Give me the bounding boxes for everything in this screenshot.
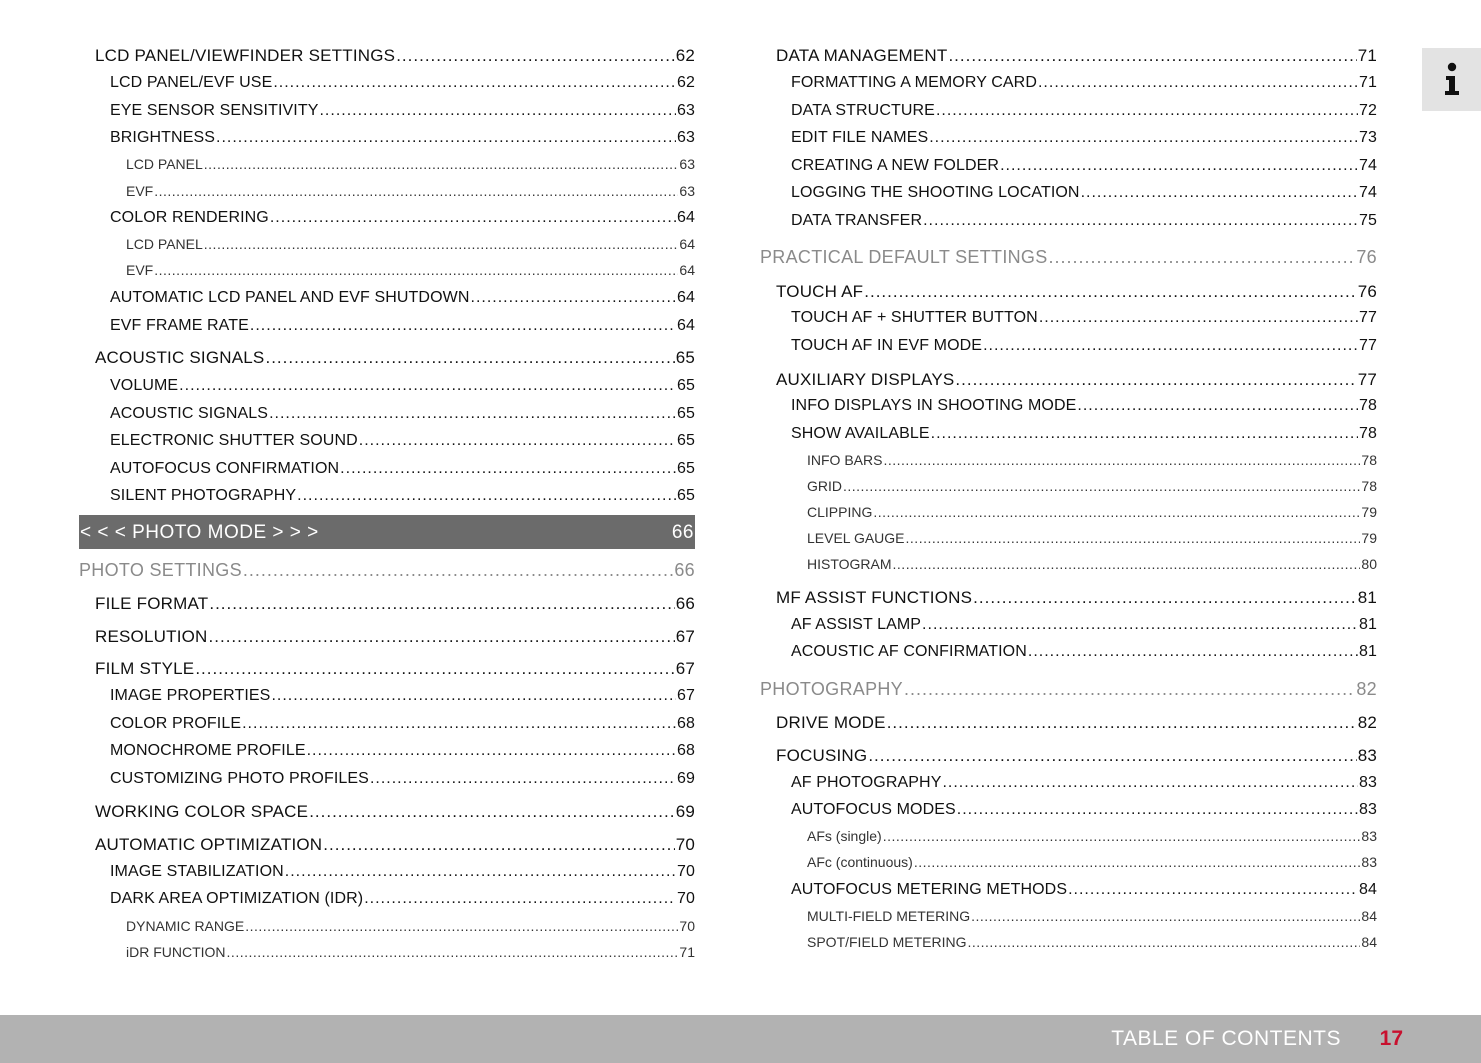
dot-leader — [843, 479, 1360, 493]
toc-entry[interactable] — [760, 75, 1377, 91]
toc-entry-label: FILM STYLE — [95, 659, 195, 678]
toc-entry-label: EYE SENSOR SENSITIVITY — [110, 102, 319, 119]
toc-entry[interactable] — [79, 433, 695, 449]
dot-leader — [955, 371, 1356, 388]
toc-entry-label: AFc (continuous) — [807, 854, 913, 870]
toc-entry-page: 67 — [675, 627, 695, 646]
toc-entry-label: LCD PANEL — [126, 236, 203, 252]
toc-entry-page: 81 — [1357, 588, 1377, 607]
toc-entry[interactable] — [79, 919, 695, 933]
toc-entry[interactable] — [760, 617, 1377, 633]
dot-leader — [179, 378, 676, 394]
toc-entry-page: 83 — [1361, 854, 1377, 870]
toc-entry-page: 70 — [677, 890, 695, 907]
toc-entry[interactable] — [760, 47, 1377, 64]
dot-leader — [209, 628, 675, 645]
toc-entry-page: 66 — [675, 594, 695, 613]
toc-entry[interactable] — [760, 158, 1377, 174]
toc-entry-label: MF ASSIST FUNCTIONS — [776, 588, 973, 607]
dot-leader — [396, 47, 674, 64]
toc-entry-page: 71 — [1357, 46, 1377, 65]
toc-entry-label: IMAGE PROPERTIES — [110, 687, 271, 704]
toc-entry-label: DATA TRANSFER — [791, 212, 923, 229]
toc-entry-label: < < < PHOTO MODE > > > — [80, 521, 319, 543]
toc-entry-label: FILE FORMAT — [95, 594, 209, 613]
toc-entry-page: 74 — [1359, 157, 1377, 174]
dot-leader — [1000, 158, 1358, 174]
toc-entry-page: 66 — [671, 521, 694, 543]
dot-leader — [904, 680, 1355, 698]
toc-entry-label: AUTOMATIC OPTIMIZATION — [95, 835, 323, 854]
dot-leader — [323, 836, 674, 853]
toc-entry-page: 78 — [1361, 478, 1377, 494]
dot-leader — [1081, 185, 1358, 201]
toc-entry[interactable] — [760, 714, 1377, 731]
toc-entry-label: CUSTOMIZING PHOTO PROFILES — [110, 770, 369, 787]
toc-entry[interactable] — [79, 47, 695, 64]
toc-entry-page: 65 — [677, 460, 695, 477]
toc-entry-label: AF PHOTOGRAPHY — [791, 774, 942, 791]
dot-leader — [893, 557, 1361, 571]
toc-entry[interactable] — [79, 406, 695, 422]
toc-entry-page: 67 — [677, 687, 695, 704]
toc-entry[interactable] — [760, 505, 1377, 519]
toc-entry[interactable] — [79, 595, 695, 612]
dot-leader — [883, 453, 1360, 467]
dot-leader — [285, 864, 676, 880]
toc-entry[interactable] — [79, 237, 695, 251]
dot-leader — [868, 747, 1356, 764]
dot-leader — [340, 461, 676, 477]
toc-entry[interactable] — [760, 479, 1377, 493]
toc-entry-page: 77 — [1357, 370, 1377, 389]
toc-entry[interactable] — [760, 426, 1377, 442]
toc-entry-page: 64 — [677, 289, 695, 306]
dot-leader — [245, 919, 678, 933]
toc-entry[interactable] — [760, 680, 1377, 698]
toc-entry-label: DARK AREA OPTIMIZATION (IDR) — [110, 890, 364, 907]
dot-leader — [216, 130, 676, 146]
toc-entry-page: 70 — [675, 835, 695, 854]
toc-entry[interactable] — [79, 561, 695, 579]
toc-entry-page: 83 — [1361, 828, 1377, 844]
toc-entry-page: 79 — [1361, 504, 1377, 520]
toc-entry-page: 83 — [1357, 746, 1377, 765]
toc-entry-page: 72 — [1359, 102, 1377, 119]
toc-entry[interactable] — [760, 775, 1377, 791]
dot-leader — [154, 184, 678, 198]
toc-entry-label: ACOUSTIC AF CONFIRMATION — [791, 643, 1027, 660]
toc-entry-label: ACOUSTIC SIGNALS — [110, 405, 269, 422]
toc-entry-page: 71 — [1359, 74, 1377, 91]
toc-entry-label: COLOR PROFILE — [110, 715, 242, 732]
page-number: 17 — [1379, 1027, 1403, 1050]
dot-leader — [923, 213, 1358, 229]
toc-entry-label: LOGGING THE SHOOTING LOCATION — [791, 184, 1080, 201]
toc-entry[interactable] — [79, 803, 695, 820]
toc-entry-page: 81 — [1359, 643, 1377, 660]
toc-entry-label: DATA MANAGEMENT — [776, 46, 948, 65]
toc-entry-label: EVF — [126, 262, 154, 278]
dot-leader — [227, 945, 679, 959]
toc-entry-page: 73 — [1359, 129, 1377, 146]
toc-entry-label: EVF FRAME RATE — [110, 317, 249, 334]
toc-entry-label: TOUCH AF — [776, 282, 864, 301]
toc-entry-page: 77 — [1359, 337, 1377, 354]
dot-leader — [309, 803, 675, 820]
toc-entry[interactable] — [79, 628, 695, 645]
toc-entry-label: CLIPPING — [807, 504, 873, 520]
toc-entry-label: TOUCH AF + SHUTTER BUTTON — [791, 309, 1038, 326]
toc-entry-label: VOLUME — [110, 377, 179, 394]
toc-entry[interactable] — [760, 644, 1377, 660]
toc-entry[interactable] — [79, 318, 695, 334]
toc-entry[interactable] — [760, 802, 1377, 818]
toc-entry-label: PRACTICAL DEFAULT SETTINGS — [760, 247, 1048, 267]
toc-entry-label: MULTI-FIELD METERING — [807, 908, 971, 924]
toc-entry[interactable] — [760, 531, 1377, 545]
toc-entry-label: INFO BARS — [807, 452, 883, 468]
toc-entry-page: 70 — [677, 863, 695, 880]
section-header[interactable] — [79, 515, 695, 549]
dot-leader — [269, 406, 676, 422]
page-footer — [0, 1015, 1481, 1063]
toc-entry[interactable] — [760, 855, 1377, 869]
toc-entry[interactable] — [79, 210, 695, 226]
toc-entry-label: TOUCH AF IN EVF MODE — [791, 337, 983, 354]
toc-entry-label: COLOR RENDERING — [110, 209, 269, 226]
dot-leader — [973, 589, 1357, 606]
dot-leader — [957, 802, 1358, 818]
toc-entry[interactable] — [760, 130, 1377, 146]
dot-leader — [307, 743, 676, 759]
chapter-tab[interactable] — [1422, 48, 1481, 111]
dot-leader — [967, 935, 1360, 949]
dot-leader — [204, 237, 679, 251]
toc-entry[interactable] — [79, 864, 695, 880]
toc-entry-label: FORMATTING A MEMORY CARD — [791, 74, 1037, 91]
toc-entry[interactable] — [79, 836, 695, 853]
toc-entry[interactable] — [79, 75, 695, 91]
toc-entry[interactable] — [760, 829, 1377, 843]
toc-entry-page: 69 — [677, 770, 695, 787]
dot-leader — [936, 103, 1358, 119]
dot-leader — [265, 349, 674, 366]
toc-entry-page: 84 — [1361, 908, 1377, 924]
toc-entry-page: 83 — [1359, 801, 1377, 818]
toc-entry[interactable] — [760, 103, 1377, 119]
toc-entry[interactable] — [760, 589, 1377, 606]
dot-leader — [270, 210, 676, 226]
toc-entry-page: 62 — [675, 46, 695, 65]
toc-entry-page: 62 — [677, 74, 695, 91]
dot-leader — [204, 157, 679, 171]
toc-entry[interactable] — [79, 945, 695, 959]
toc-entry-label: LCD PANEL/EVF USE — [110, 74, 273, 91]
toc-entry-label: IMAGE STABILIZATION — [110, 863, 284, 880]
toc-entry-label: DYNAMIC RANGE — [126, 918, 245, 934]
toc-entry-label: EDIT FILE NAMES — [791, 129, 929, 146]
toc-entry[interactable] — [760, 213, 1377, 229]
toc-entry-label: LCD PANEL — [126, 156, 203, 172]
toc-entry-label: AUXILIARY DISPLAYS — [776, 370, 955, 389]
toc-entry-label: AUTOFOCUS MODES — [791, 801, 956, 818]
toc-entry[interactable] — [760, 310, 1377, 326]
dot-leader — [887, 714, 1357, 731]
toc-entry-page: 77 — [1359, 309, 1377, 326]
toc-entry-page: 78 — [1359, 397, 1377, 414]
toc-entry-label: AUTOMATIC LCD PANEL AND EVF SHUTDOWN — [110, 289, 470, 306]
toc-entry-page: 76 — [1357, 282, 1377, 301]
toc-entry[interactable] — [760, 371, 1377, 388]
toc-entry-page: 63 — [677, 129, 695, 146]
toc-entry-page: 63 — [679, 183, 695, 199]
toc-entry-label: PHOTO SETTINGS — [79, 560, 242, 580]
toc-entry-page: 64 — [677, 209, 695, 226]
toc-entry-label: LEVEL GAUGE — [807, 530, 905, 546]
dot-leader — [864, 283, 1356, 300]
toc-entry-page: 69 — [675, 802, 695, 821]
toc-entry[interactable] — [79, 263, 695, 277]
dot-leader — [922, 617, 1358, 633]
toc-entry[interactable] — [760, 935, 1377, 949]
toc-entry[interactable] — [760, 747, 1377, 764]
toc-entry-page: 70 — [679, 918, 695, 934]
dot-leader — [209, 595, 674, 612]
toc-entry-page: 84 — [1359, 881, 1377, 898]
toc-entry-label: AFs (single) — [807, 828, 882, 844]
dot-leader — [297, 488, 676, 504]
toc-entry-page: 66 — [674, 560, 695, 580]
toc-entry-label: BRIGHTNESS — [110, 129, 216, 146]
toc-entry[interactable] — [760, 398, 1377, 414]
toc-entry-label: HISTOGRAM — [807, 556, 892, 572]
dot-leader — [154, 263, 678, 277]
toc-entry[interactable] — [760, 882, 1377, 898]
dot-leader — [983, 338, 1358, 354]
dot-leader — [929, 130, 1358, 146]
dot-leader — [319, 103, 676, 119]
dot-leader — [359, 433, 676, 449]
dot-leader — [364, 891, 676, 907]
toc-entry-page: 82 — [1356, 679, 1377, 699]
toc-entry-label: SILENT PHOTOGRAPHY — [110, 487, 297, 504]
toc-entry-label: WORKING COLOR SPACE — [95, 802, 309, 821]
toc-entry-label: AUTOFOCUS CONFIRMATION — [110, 460, 340, 477]
dot-leader — [873, 505, 1360, 519]
toc-entry-label: SPOT/FIELD METERING — [807, 934, 967, 950]
dot-leader — [942, 775, 1358, 791]
toc-entry-label: PHOTOGRAPHY — [760, 679, 903, 699]
toc-entry[interactable] — [79, 488, 695, 504]
toc-entry[interactable] — [79, 461, 695, 477]
toc-entry-page: 64 — [679, 236, 695, 252]
toc-entry-label: INFO DISPLAYS IN SHOOTING MODE — [791, 397, 1077, 414]
toc-entry[interactable] — [760, 557, 1377, 571]
dot-leader — [1068, 882, 1358, 898]
toc-entry-page: 84 — [1361, 934, 1377, 950]
toc-entry[interactable] — [79, 103, 695, 119]
toc-entry-page: 64 — [679, 262, 695, 278]
toc-entry-label: CREATING A NEW FOLDER — [791, 157, 1000, 174]
toc-entry-label: ELECTRONIC SHUTTER SOUND — [110, 432, 358, 449]
toc-entry-page: 67 — [675, 659, 695, 678]
dot-leader — [273, 75, 676, 91]
toc-entry-page: 82 — [1357, 713, 1377, 732]
toc-entry-label: GRID — [807, 478, 842, 494]
toc-entry[interactable] — [79, 743, 695, 759]
toc-entry[interactable] — [79, 688, 695, 704]
dot-leader — [370, 771, 676, 787]
toc-entry-page: 68 — [677, 742, 695, 759]
toc-entry-label: DRIVE MODE — [776, 713, 886, 732]
toc-entry-label: FOCUSING — [776, 746, 868, 765]
toc-entry-page: 75 — [1359, 212, 1377, 229]
toc-entry[interactable] — [79, 290, 695, 306]
toc-entry[interactable] — [760, 248, 1377, 266]
toc-entry[interactable] — [79, 349, 695, 366]
toc-entry[interactable] — [79, 716, 695, 732]
toc-entry[interactable] — [79, 660, 695, 677]
dot-leader — [883, 829, 1361, 843]
toc-entry-page: 64 — [677, 317, 695, 334]
toc-entry[interactable] — [760, 909, 1377, 923]
toc-entry-page: 74 — [1359, 184, 1377, 201]
dot-leader — [1039, 310, 1358, 326]
toc-entry-page: 83 — [1359, 774, 1377, 791]
dot-leader — [971, 909, 1360, 923]
toc-entry[interactable] — [79, 378, 695, 394]
dot-leader — [914, 855, 1361, 869]
dot-leader — [906, 531, 1361, 545]
dot-leader — [195, 660, 674, 677]
toc-entry-label: SHOW AVAILABLE — [791, 425, 930, 442]
dot-leader — [1038, 75, 1358, 91]
dot-leader — [471, 290, 677, 306]
dot-leader — [948, 47, 1356, 64]
toc-entry[interactable] — [760, 185, 1377, 201]
dot-leader — [271, 688, 676, 704]
footer-title: TABLE OF CONTENTS — [1111, 1027, 1341, 1050]
toc-entry-label: LCD PANEL/VIEWFINDER SETTINGS — [95, 46, 396, 65]
dot-leader — [250, 318, 676, 334]
toc-entry-page: 65 — [677, 405, 695, 422]
toc-entry[interactable] — [79, 891, 695, 907]
toc-entry-page: 68 — [677, 715, 695, 732]
toc-entry-label: ACOUSTIC SIGNALS — [95, 348, 265, 367]
toc-entry-label: MONOCHROME PROFILE — [110, 742, 306, 759]
toc-entry-page: 78 — [1361, 452, 1377, 468]
dot-leader — [243, 561, 673, 579]
dot-leader — [1049, 248, 1356, 266]
dot-leader — [931, 426, 1358, 442]
dot-leader — [242, 716, 676, 732]
toc-entry[interactable] — [760, 453, 1377, 467]
toc-entry-page: 81 — [1359, 616, 1377, 633]
toc-entry[interactable] — [79, 184, 695, 198]
toc-entry-label: AUTOFOCUS METERING METHODS — [791, 881, 1068, 898]
toc-entry-page: 65 — [677, 432, 695, 449]
dot-leader — [1028, 644, 1358, 660]
toc-entry-page: 71 — [679, 944, 695, 960]
toc-entry-page: 65 — [677, 487, 695, 504]
toc-entry-page: 78 — [1359, 425, 1377, 442]
toc-entry-label: AF ASSIST LAMP — [791, 616, 922, 633]
toc-entry[interactable] — [79, 771, 695, 787]
toc-entry-label: DATA STRUCTURE — [791, 102, 935, 119]
toc-entry-page: 80 — [1361, 556, 1377, 572]
toc-entry-page: 65 — [677, 377, 695, 394]
toc-entry[interactable] — [79, 130, 695, 146]
toc-entry-label: EVF — [126, 183, 154, 199]
toc-entry-page: 76 — [1356, 247, 1377, 267]
dot-leader — [1077, 398, 1358, 414]
toc-entry-page: 65 — [675, 348, 695, 367]
info-icon — [1422, 48, 1481, 111]
toc-entry-page: 63 — [679, 156, 695, 172]
toc-entry-label: iDR FUNCTION — [126, 944, 226, 960]
toc-entry-page: 63 — [677, 102, 695, 119]
toc-entry-label: RESOLUTION — [95, 627, 208, 646]
toc-entry[interactable] — [760, 338, 1377, 354]
toc-entry[interactable] — [760, 283, 1377, 300]
toc-entry[interactable] — [79, 157, 695, 171]
toc-entry-page: 79 — [1361, 530, 1377, 546]
